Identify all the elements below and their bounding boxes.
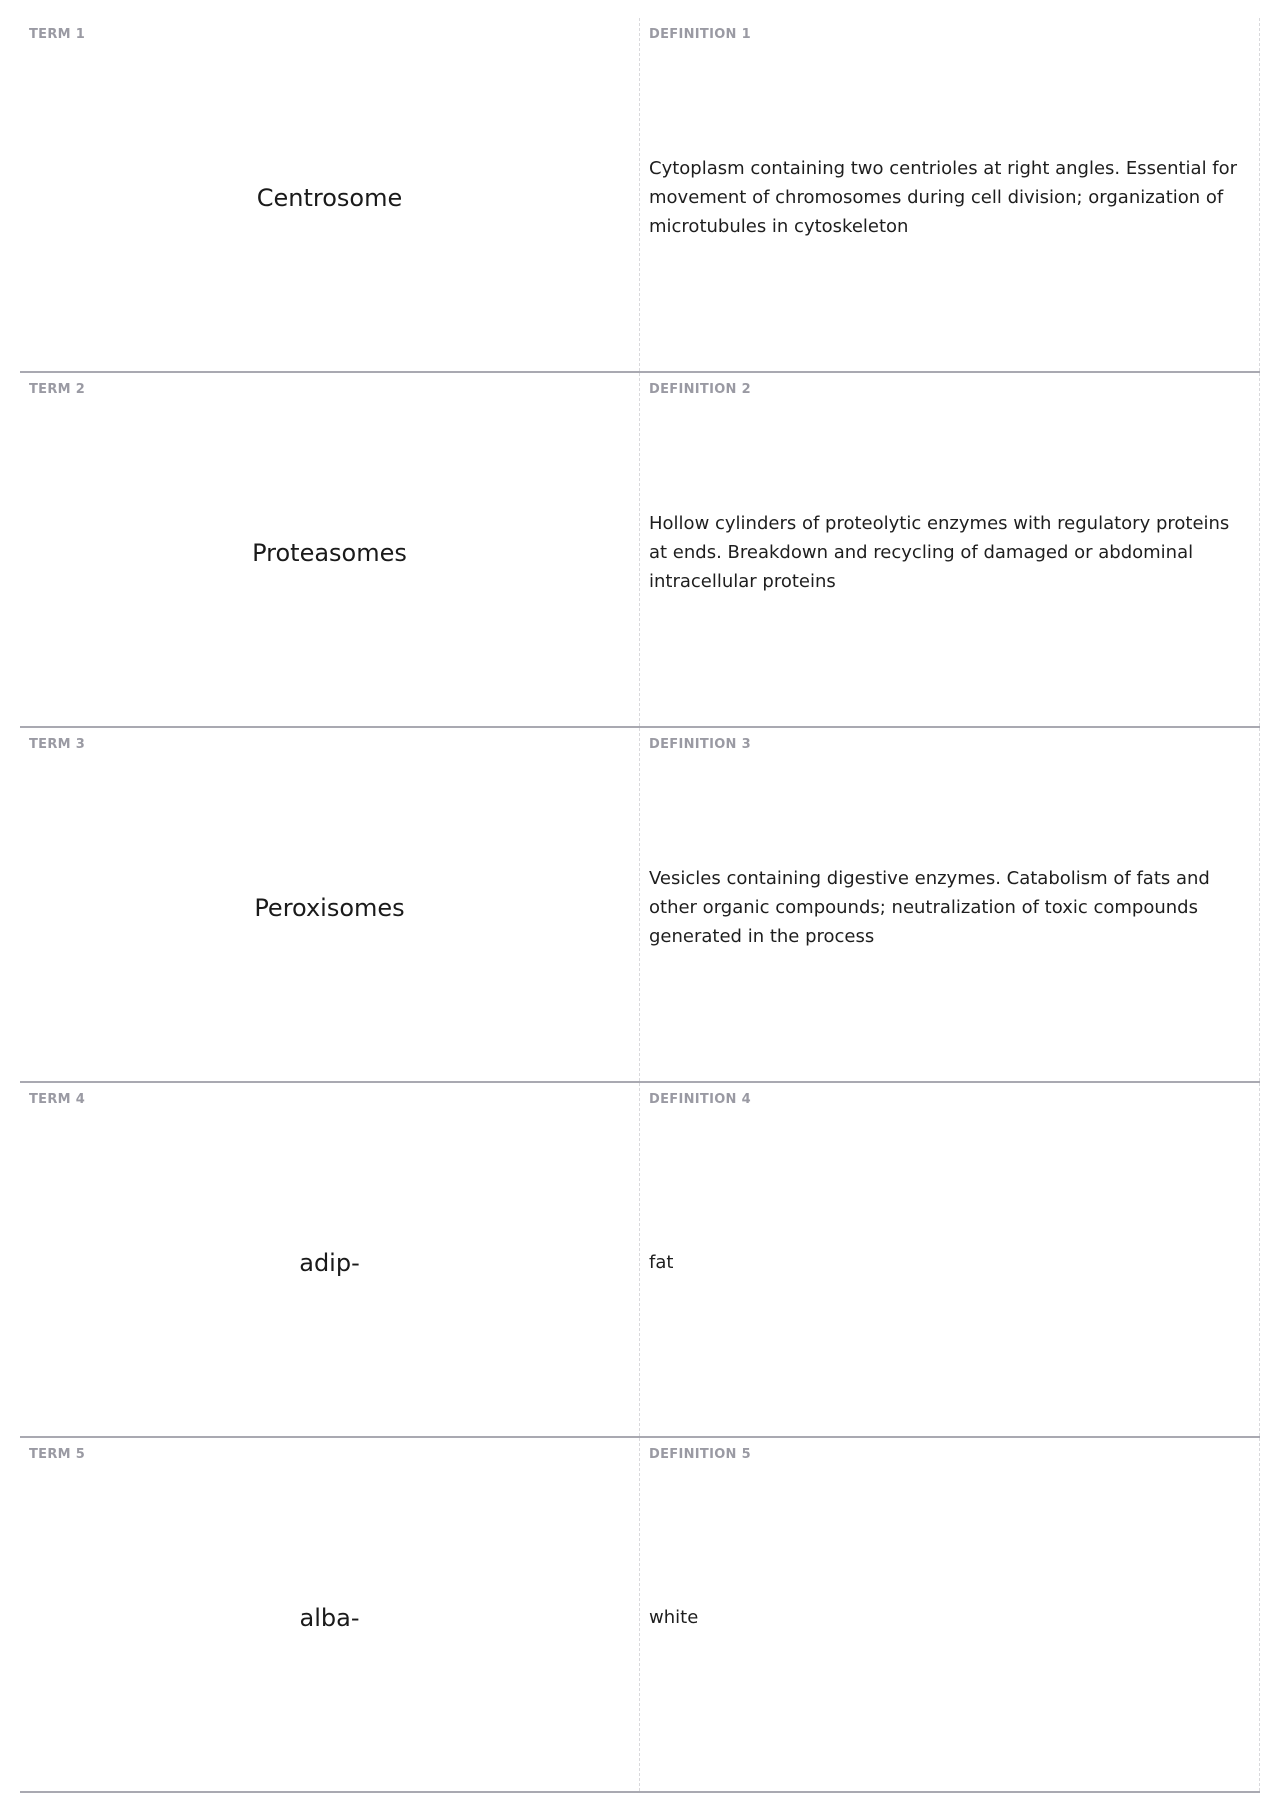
term-label: TERM 3 [29,737,86,752]
definition-text [649,1083,1251,1436]
term-cell [20,728,639,1081]
definition-cell [639,18,1260,371]
term-text: Peroxisomes [254,893,405,922]
flashcard-row [20,1083,1260,1438]
definition-label: DEFINITION 1 [649,27,751,42]
term-text: Centrosome [256,183,403,212]
flashcard-row [20,728,1260,1083]
definition-cell [639,728,1260,1081]
term-cell [20,373,639,726]
definition-content: Vesicles containing digestive enzymes. Catabolism of fats and other organic compounds; neutralization of toxic compounds generated in the process [649,868,1210,947]
definition-text [649,1438,1251,1791]
term-label: TERM 4 [29,1092,86,1107]
definition-cell [639,1438,1260,1791]
term-text: Proteasomes [252,538,407,567]
definition-text [649,728,1251,1081]
definition-label: DEFINITION 5 [649,1447,751,1462]
definition-label: DEFINITION 3 [649,737,751,752]
flashcard-row [20,18,1260,373]
term-text: adip- [299,1248,360,1277]
term-label: TERM 5 [29,1447,86,1462]
definition-content: fat [649,1252,674,1273]
term-cell [20,18,639,371]
flashcard-row [20,373,1260,728]
definition-content: Hollow cylinders of proteolytic enzymes with regulatory proteins at ends. Breakdown and recycling of damaged or abdominal intracellular proteins [649,513,1230,592]
definition-label: DEFINITION 2 [649,382,751,397]
flashcard-row [20,1438,1260,1793]
term-label: TERM 1 [29,27,86,42]
definition-text [649,373,1251,726]
definition-content: Cytoplasm containing two centrioles at right angles. Essential for movement of chromosomes during cell division; organization of microtubules in cytoskeleton [649,158,1238,237]
term-cell [20,1083,639,1436]
term-text: alba- [299,1603,360,1632]
definition-text [649,18,1251,371]
term-label: TERM 2 [29,382,86,397]
definition-label: DEFINITION 4 [649,1092,751,1107]
term-cell [20,1438,639,1791]
definition-cell [639,1083,1260,1436]
definition-content: white [649,1607,699,1628]
flashcard-sheet [20,18,1260,1793]
definition-cell [639,373,1260,726]
